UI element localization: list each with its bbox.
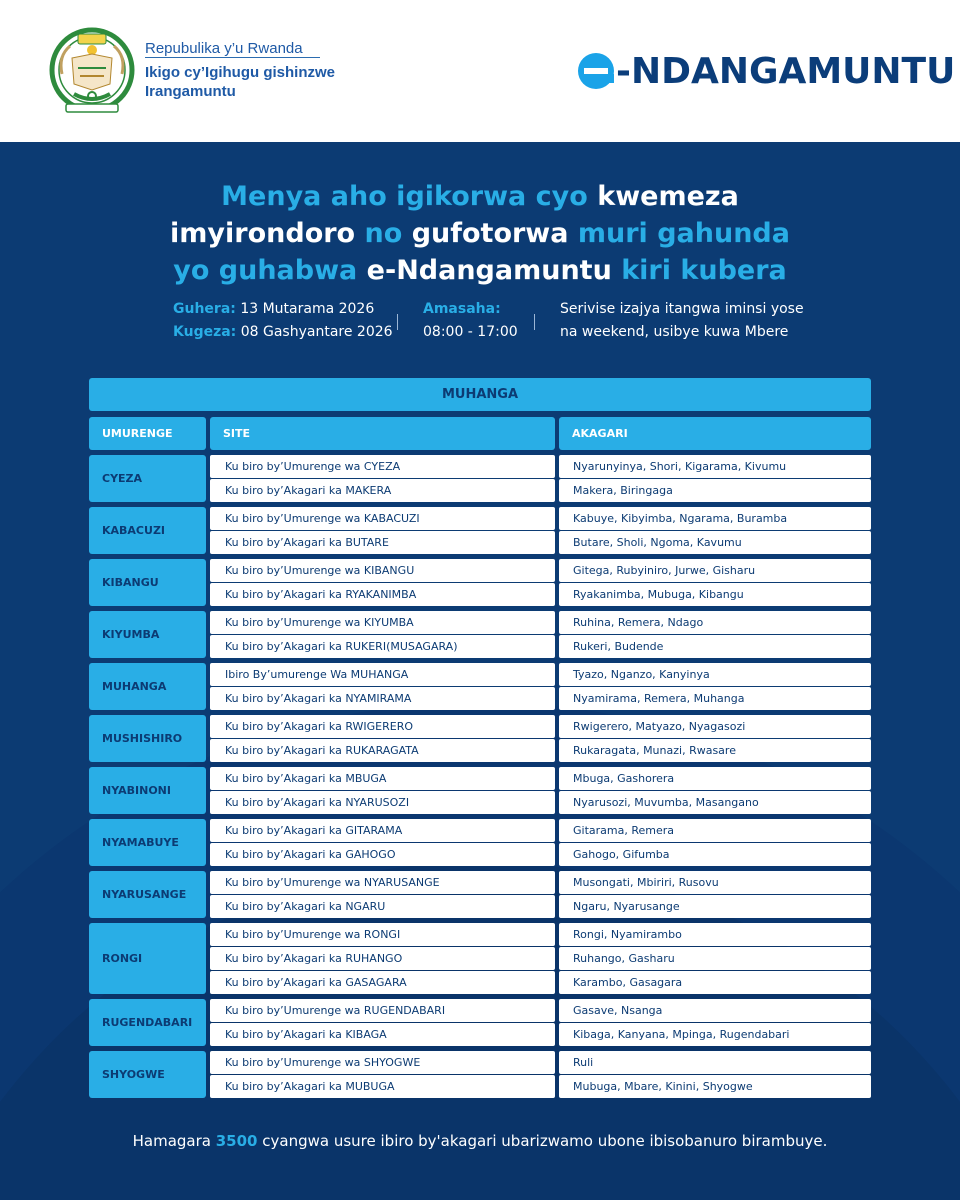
site-column — [210, 715, 555, 762]
sector-group — [89, 663, 871, 710]
akagari-cell: Ryakanimba, Mubuga, Kibangu — [559, 583, 871, 606]
brand-e-icon — [578, 53, 614, 89]
republic-name: Repubulika y’u Rwanda — [145, 40, 303, 57]
akagari-cell: Rukaragata, Munazi, Rwasare — [559, 739, 871, 762]
akagari-cell: Ruhango, Gasharu — [559, 947, 871, 970]
hotline-number: 3500 — [215, 1132, 258, 1150]
table-body — [89, 455, 871, 1098]
headline-line2: imyirondoro no gufotorwa muri gahunda — [170, 218, 790, 249]
site-cell: Ku biro by’Umurenge wa KIYUMBA — [210, 611, 555, 634]
info-divider — [397, 314, 398, 330]
info-divider — [534, 314, 535, 330]
hours-value: 08:00 - 17:00 — [423, 324, 518, 340]
sector-name: MUSHISHIRO — [89, 715, 206, 762]
service-note: Serivise izajya itangwa iminsi yose na weekend, usibye kuwa Mbere — [560, 301, 804, 340]
sector-name: MUHANGA — [89, 663, 206, 710]
site-cell: Ibiro By’umurenge Wa MUHANGA — [210, 663, 555, 686]
brand-wordmark: -NDANGAMUNTU — [616, 50, 956, 92]
site-column — [210, 1051, 555, 1098]
site-cell: Ku biro by’Akagari ka MUBUGA — [210, 1075, 555, 1098]
end-date: 08 Gashyantare 2026 — [236, 324, 393, 340]
site-cell: Ku biro by’Akagari ka NGARU — [210, 895, 555, 918]
akagari-cell: Kabuye, Kibyimba, Ngarama, Buramba — [559, 507, 871, 530]
site-column — [210, 507, 555, 554]
akagari-cell: Ruli — [559, 1051, 871, 1074]
site-column — [210, 871, 555, 918]
akagari-column — [559, 999, 871, 1046]
rwanda-coat-of-arms-icon — [48, 24, 136, 120]
site-column — [210, 611, 555, 658]
agency-name-line2: Irangamuntu — [145, 83, 236, 100]
akagari-cell: Kibaga, Kanyana, Mpinga, Rugendabari — [559, 1023, 871, 1046]
site-cell: Ku biro by’Umurenge wa KABACUZI — [210, 507, 555, 530]
hours — [423, 298, 518, 344]
akagari-cell: Rukeri, Budende — [559, 635, 871, 658]
sector-group — [89, 507, 871, 554]
akagari-column — [559, 715, 871, 762]
akagari-cell: Nyarunyinya, Shori, Kigarama, Kivumu — [559, 455, 871, 478]
site-cell: Ku biro by’Umurenge wa KIBANGU — [210, 559, 555, 582]
site-cell: Ku biro by’Akagari ka RYAKANIMBA — [210, 583, 555, 606]
akagari-cell: Tyazo, Nganzo, Kanyinya — [559, 663, 871, 686]
headline-line1: Menya aho igikorwa cyo kwemeza — [221, 181, 739, 212]
sector-name: SHYOGWE — [89, 1051, 206, 1098]
site-cell: Ku biro by’Umurenge wa RUGENDABARI — [210, 999, 555, 1022]
sector-group — [89, 819, 871, 866]
sector-group — [89, 559, 871, 606]
schedule-info — [0, 298, 960, 344]
site-column — [210, 767, 555, 814]
hours-label: Amasaha: — [423, 301, 501, 317]
sector-group — [89, 611, 871, 658]
sector-name: CYEZA — [89, 455, 206, 502]
akagari-column — [559, 1051, 871, 1098]
headline — [0, 178, 960, 289]
akagari-column — [559, 923, 871, 994]
akagari-column — [559, 559, 871, 606]
site-cell: Ku biro by’Akagari ka RUHANGO — [210, 947, 555, 970]
site-cell: Ku biro by’Akagari ka GASAGARA — [210, 971, 555, 994]
site-cell: Ku biro by’Akagari ka GITARAMA — [210, 819, 555, 842]
sector-group — [89, 767, 871, 814]
site-cell: Ku biro by’Akagari ka RWIGERERO — [210, 715, 555, 738]
site-cell: Ku biro by’Akagari ka MAKERA — [210, 479, 555, 502]
column-header-site: SITE — [210, 417, 555, 450]
sector-name: NYABINONI — [89, 767, 206, 814]
site-cell: Ku biro by’Akagari ka RUKARAGATA — [210, 739, 555, 762]
akagari-cell: Gasave, Nsanga — [559, 999, 871, 1022]
start-date: 13 Mutarama 2026 — [235, 301, 375, 317]
sector-group — [89, 923, 871, 994]
site-cell: Ku biro by’Akagari ka MBUGA — [210, 767, 555, 790]
site-cell: Ku biro by’Umurenge wa NYARUSANGE — [210, 871, 555, 894]
akagari-cell: Gitarama, Remera — [559, 819, 871, 842]
site-column — [210, 999, 555, 1046]
akagari-cell: Nyarusozi, Muvumba, Masangano — [559, 791, 871, 814]
akagari-cell: Karambo, Gasagara — [559, 971, 871, 994]
site-cell: Ku biro by’Akagari ka RUKERI(MUSAGARA) — [210, 635, 555, 658]
site-column — [210, 455, 555, 502]
akagari-column — [559, 507, 871, 554]
agency-name-line1: Ikigo cy’Igihugu gishinzwe — [145, 64, 336, 81]
sites-table — [89, 378, 871, 1098]
end-label: Kugeza: — [173, 324, 237, 340]
sector-group — [89, 715, 871, 762]
site-cell: Ku biro by’Akagari ka BUTARE — [210, 531, 555, 554]
akagari-column — [559, 819, 871, 866]
akagari-cell: Mubuga, Mbare, Kinini, Shyogwe — [559, 1075, 871, 1098]
akagari-cell: Gitega, Rubyiniro, Jurwe, Gisharu — [559, 559, 871, 582]
start-label: Guhera: — [173, 301, 236, 317]
site-cell: Ku biro by’Akagari ka GAHOGO — [210, 843, 555, 866]
page-header — [0, 0, 960, 142]
akagari-cell: Rwigerero, Matyazo, Nyagasozi — [559, 715, 871, 738]
akagari-cell: Ruhina, Remera, Ndago — [559, 611, 871, 634]
site-column — [210, 819, 555, 866]
site-cell: Ku biro by’Umurenge wa CYEZA — [210, 455, 555, 478]
sector-group — [89, 1051, 871, 1098]
akagari-cell: Gahogo, Gifumba — [559, 843, 871, 866]
sector-name: NYAMABUYE — [89, 819, 206, 866]
akagari-cell: Butare, Sholi, Ngoma, Kavumu — [559, 531, 871, 554]
akagari-column — [559, 611, 871, 658]
site-cell: Ku biro by’Umurenge wa SHYOGWE — [210, 1051, 555, 1074]
site-cell: Ku biro by’Akagari ka NYAMIRAMA — [210, 687, 555, 710]
sector-name: NYARUSANGE — [89, 871, 206, 918]
sector-group — [89, 455, 871, 502]
headline-line3: yo guhabwa e-Ndangamuntu kiri kubera — [173, 255, 787, 286]
sector-name: KIYUMBA — [89, 611, 206, 658]
akagari-cell: Musongati, Mbiriri, Rusovu — [559, 871, 871, 894]
akagari-cell: Makera, Biringaga — [559, 479, 871, 502]
site-cell: Ku biro by’Akagari ka NYARUSOZI — [210, 791, 555, 814]
akagari-cell: Ngaru, Nyarusange — [559, 895, 871, 918]
sector-group — [89, 999, 871, 1046]
sector-group — [89, 871, 871, 918]
akagari-column — [559, 455, 871, 502]
site-column — [210, 559, 555, 606]
sector-name: KIBANGU — [89, 559, 206, 606]
akagari-column — [559, 767, 871, 814]
header-divider — [145, 57, 320, 58]
footer-note: Hamagara 3500 cyangwa usure ibiro by'akagari ubarizwamo ubone ibisobanuro birambuye. — [132, 1132, 828, 1150]
district-title: MUHANGA — [89, 378, 871, 411]
date-range — [173, 298, 393, 344]
akagari-cell: Nyamirama, Remera, Muhanga — [559, 687, 871, 710]
site-column — [210, 663, 555, 710]
site-cell: Ku biro by’Umurenge wa RONGI — [210, 923, 555, 946]
sector-name: KABACUZI — [89, 507, 206, 554]
site-column — [210, 923, 555, 994]
site-cell: Ku biro by’Akagari ka KIBAGA — [210, 1023, 555, 1046]
column-header-umurenge: UMURENGE — [89, 417, 206, 450]
brand-logo — [578, 48, 955, 94]
main-panel — [0, 142, 960, 1200]
sector-name: RUGENDABARI — [89, 999, 206, 1046]
akagari-cell: Mbuga, Gashorera — [559, 767, 871, 790]
table-header — [89, 417, 871, 450]
column-header-akagari: AKAGARI — [559, 417, 871, 450]
akagari-column — [559, 871, 871, 918]
sector-name: RONGI — [89, 923, 206, 994]
akagari-column — [559, 663, 871, 710]
akagari-cell: Rongi, Nyamirambo — [559, 923, 871, 946]
